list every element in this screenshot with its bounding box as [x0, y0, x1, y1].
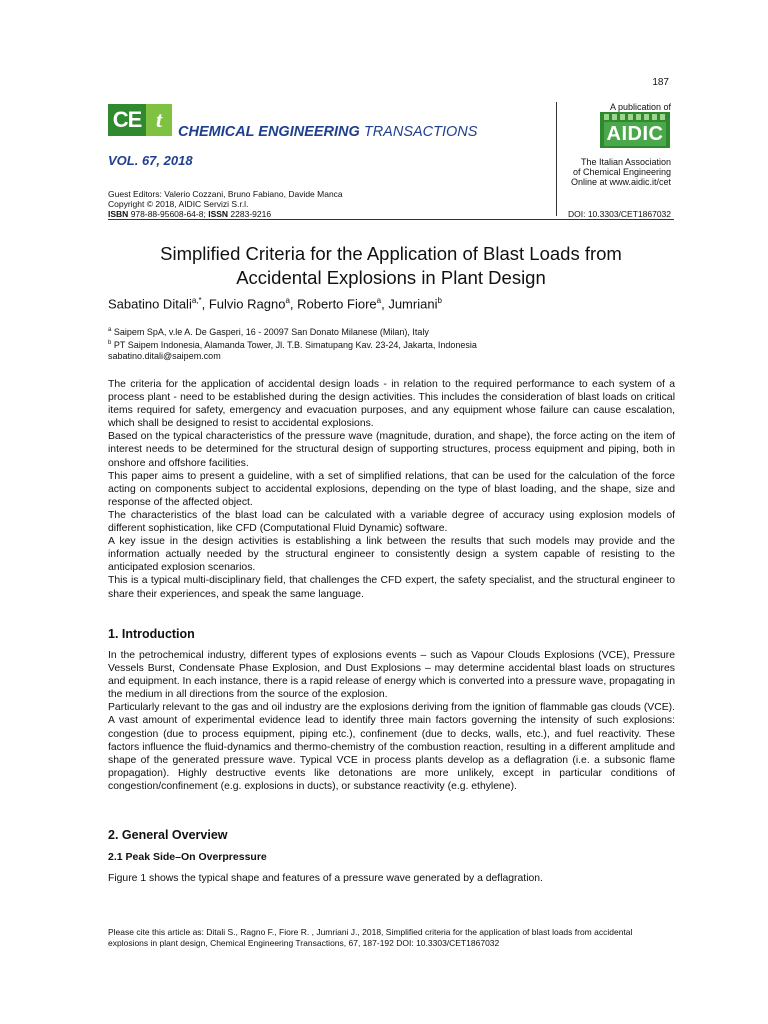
abstract-paragraph: This is a typical multi-disciplinary field, that challenges the CFD expert, the safety specialist, and the structural engineer to share their experiences, and speak the same language.	[108, 575, 675, 600]
cet-logo	[108, 102, 174, 138]
body-paragraph: In the petrochemical industry, different types of explosions events – such as Vapour Clouds Explosions (VCE), Pressure Vessels Burst, Condensate Phase Explosion, and Dust Explosions – may determine accidental blast loads on structures and equipment. In each instance, there is a rapid release of energy which is converted into a pressure wave, propagating in the medium in all directions from the source of the explosion.	[108, 650, 675, 701]
issn-value: 2283-9216	[230, 209, 272, 219]
aidic-logo-text: AIDIC	[604, 122, 666, 146]
subsection-heading: 2.1 Peak Side–On Overpressure	[108, 851, 267, 863]
publication-of: A publication of	[609, 102, 671, 112]
page-number: 187	[652, 77, 669, 88]
cet-logo-t: t	[146, 104, 172, 136]
copyright: Copyright © 2018, AIDIC Servizi S.r.l.	[108, 199, 249, 209]
issn-label: ISSN	[208, 209, 229, 219]
abstract-paragraph: The characteristics of the blast load can be calculated with a variable degree of accuracy using explosion models of different sophistication, like CFD (Computational Fluid Dynamic) software.	[108, 509, 675, 535]
association-link[interactable]: Online at www.aidic.it/cet	[570, 177, 671, 187]
paper-title	[108, 242, 674, 290]
author-sup: a,*	[191, 296, 202, 305]
introduction-body	[108, 649, 675, 793]
author-sup: b	[437, 296, 442, 305]
isbn-value: 978-88-95608-64-8;	[130, 209, 206, 219]
author-name: Fulvio Ragno	[208, 296, 286, 312]
header-rule	[108, 219, 674, 220]
isbn-label: ISBN	[108, 209, 129, 219]
cet-logo-ce: CE	[108, 104, 146, 136]
doi[interactable]: DOI: 10.3303/CET1867032	[567, 209, 671, 219]
author-sup: a	[285, 296, 290, 305]
association-line: of Chemical Engineering	[572, 167, 671, 177]
association-line: The Italian Association	[580, 157, 671, 167]
association-info	[571, 157, 671, 187]
affiliation-sup: a	[108, 327, 112, 333]
author-sep: ,	[201, 296, 209, 312]
aidic-logo	[600, 112, 670, 148]
editors-block	[108, 189, 343, 219]
abstract	[108, 378, 675, 601]
paper-title-line: Simplified Criteria for the Application of Blast Loads from	[160, 243, 622, 264]
abstract-paragraph: The criteria for the application of accidental design loads - in relation to the required performance to each system of a process plant - need to be established during the design activities. This includes the consideration of blast loads on critical items required for safety, emergency and evacuation purposes, and any equipment whose failure can cause escalation, which shall be designed to resist to accidental explosions.	[108, 379, 675, 430]
journal-name-rest: TRANSACTIONS	[363, 124, 478, 140]
author-name: Roberto Fiore	[297, 296, 377, 312]
author-name: Sabatino Ditali	[108, 296, 192, 312]
affiliation-text: Saipem SpA, v.le A. De Gasperi, 16 - 20097 San Donato Milanese (Milan), Italy	[113, 327, 429, 337]
abstract-paragraph: Based on the typical characteristics of the pressure wave (magnitude, duration, and shape), the force acting on the item of interest needs to be determined for the structural design of supporting structures, process equipment and piping, both in onshore and offshore facilities.	[108, 431, 675, 469]
body-paragraph: Particularly relevant to the gas and oil industry are the explosions deriving from the ignition of flammable gas clouds (VCE). A vast amount of experimental evidence lead to identify three main factors governing the intensity of such explosions: congestion (due to process equipment, piping etc.), confinement (due to decks, walls, etc.), and fuel reactivity. These factors influence the fluid-dynamics and thermo-chemistry of the combustion reaction, resulting in a different amplitude and shape of the generated pressure wave. Typical VCE in process plants develop as a deflagration (i.e. a subsonic flame propagation). Highly destructive events like detonations are more unlikely, except in particular conditions of congestion/confinement (e.g. explosions in ducts), or substance reactivity (e.g. ethylene).	[108, 702, 675, 792]
email[interactable]: sabatino.ditali@saipem.com	[108, 351, 221, 361]
abstract-paragraph: This paper aims to present a guideline, with a set of simplified relations, that can be used for the calculation of the force acting on components subject to accidental explosions, depending on the type of blast loading, and the shape, size and response of the affected object.	[108, 470, 675, 508]
authors	[108, 296, 442, 311]
author-name: Jumriani	[388, 296, 438, 312]
abstract-paragraph: A key issue in the design activities is establishing a link between the results that such models may provide and the information actually needed by the structural engineer to consistently design a system capable of resisting to the anticipated explosion scenarios.	[108, 536, 675, 574]
volume: VOL. 67, 2018	[108, 153, 193, 168]
body-paragraph: Figure 1 shows the typical shape and features of a pressure wave generated by a deflagration.	[108, 873, 543, 884]
author-sep: ,	[381, 296, 389, 312]
affiliation-sup: b	[108, 340, 112, 346]
isbn-issn	[108, 209, 343, 219]
author-sup: a	[376, 296, 382, 305]
journal-name-bold: CHEMICAL ENGINEERING	[178, 124, 360, 140]
header-divider	[556, 102, 557, 216]
subsection-body	[108, 872, 675, 885]
author-sep: ,	[289, 296, 298, 312]
journal-name	[178, 124, 477, 140]
guest-editors: Guest Editors: Valerio Cozzani, Bruno Fabiano, Davide Manca	[108, 189, 343, 199]
paper-title-line: Accidental Explosions in Plant Design	[236, 267, 546, 288]
citation-footer: Please cite this article as: Ditali S., Ragno F., Fiore R. , Jumriani J., 2018, Simplified criteria for the application of blast loads from accidental explosions in plant design, Chemical Engineering Transactions, 67, 187-192 DOI: 10.3303/CET1867032	[108, 927, 633, 948]
section-heading-general-overview: 2. General Overview	[108, 828, 228, 842]
affiliation-text: PT Saipem Indonesia, Alamanda Tower, Jl. T.B. Simatupang Kav. 23-24, Jakarta, Indonesia	[113, 340, 477, 350]
aidic-logo-dots	[604, 114, 666, 120]
section-heading-introduction: 1. Introduction	[108, 627, 195, 641]
